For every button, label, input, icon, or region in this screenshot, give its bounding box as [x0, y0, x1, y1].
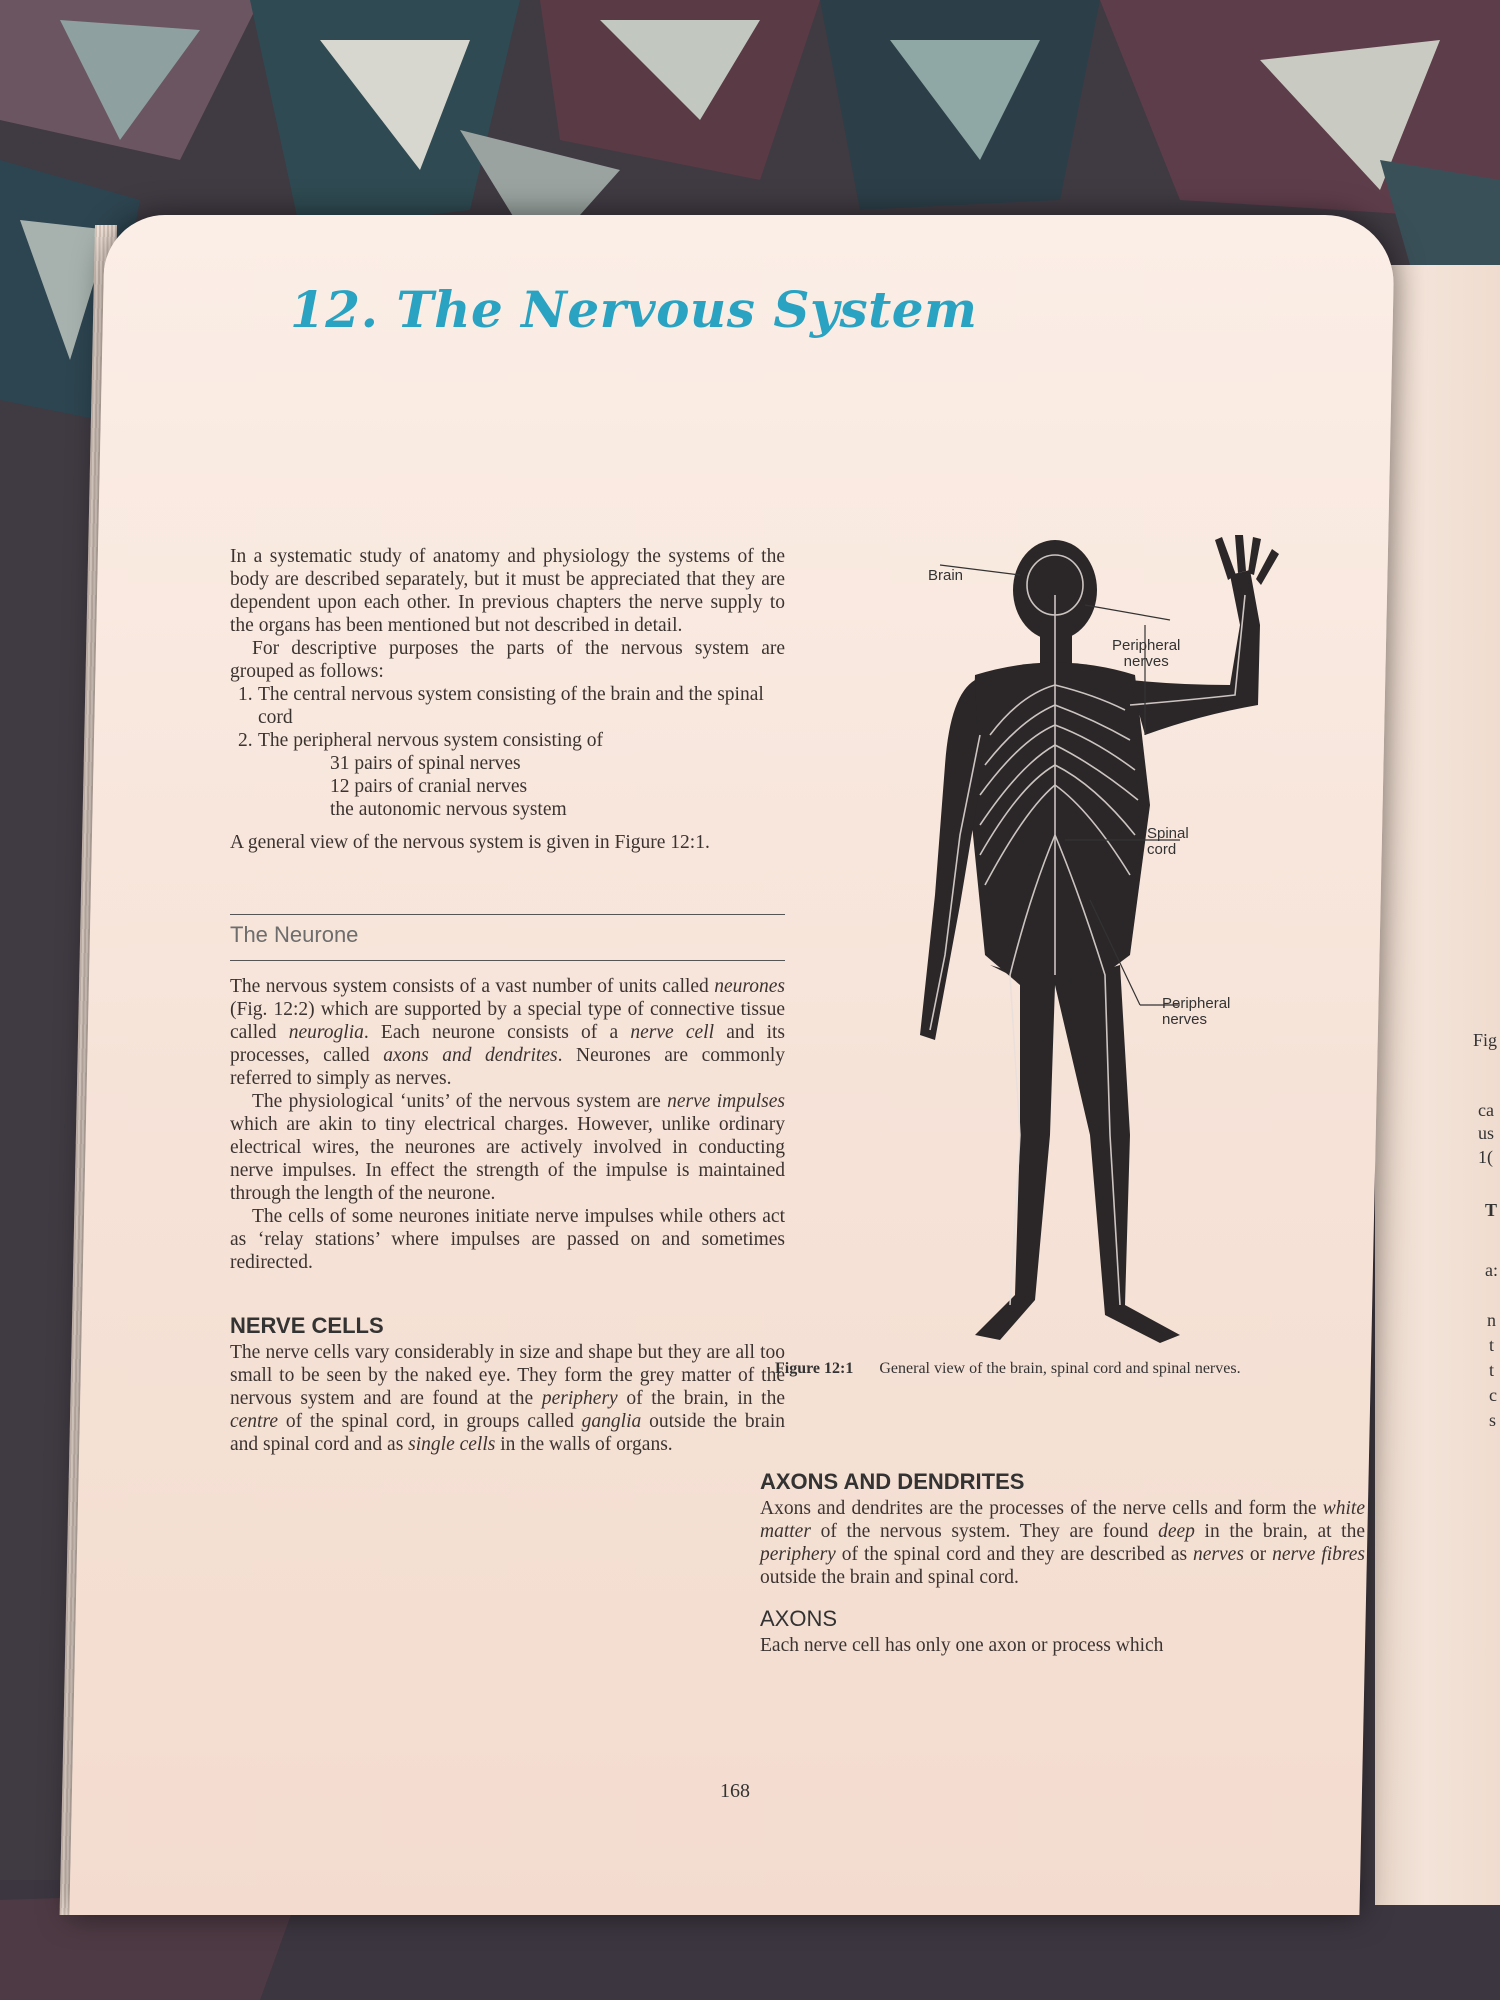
label-line: Peripheral: [1112, 637, 1181, 654]
intro-paragraph: In a systematic study of anatomy and physiology the systems of the body are described separately, but it must be appreciated that they are dependent upon each other. In previous chapters the nerve supply to the organs has been mentioned but not described in detail.: [230, 546, 785, 636]
peripheral-sublist: [258, 752, 785, 821]
label-line: nerves: [1123, 653, 1169, 670]
intro-paragraph: For descriptive purposes the parts of the nervous system are grouped as follows:: [230, 638, 785, 682]
nerve-cells-section: [230, 1314, 785, 1456]
section-heading-axons-dendrites: AXONS AND DENDRITES: [760, 1469, 1025, 1494]
label-line: nerves: [1162, 1011, 1208, 1028]
neurone-paragraph: The nervous system consists of a vast number of units called neurones (Fig. 12:2) which are supported by a special type of connective tissue called neuroglia. Each neurone consists of a nerve cell and its processes, called axons and dendrites. Neurones are commonly referred to simply as nerves.: [230, 976, 785, 1089]
list-item: [230, 683, 785, 729]
label-line: cord: [1147, 841, 1177, 858]
facing-page-fragment: s: [1489, 1410, 1497, 1430]
neurone-paragraph: The cells of some neurones initiate nerve impulses while others act as ‘relay stations’ where impulses are passed on and sometimes redirected.: [230, 1206, 785, 1273]
caption-text: General view of the brain, spinal cord and spinal nerves.: [879, 1360, 1241, 1377]
list-number: 2.: [238, 730, 253, 751]
section-heading-neurone: The Neurone: [230, 914, 785, 961]
list-text: The central nervous system consisting of the brain and the spinal cord: [258, 684, 764, 728]
facing-page-fragment: ca: [1478, 1100, 1494, 1120]
facing-page-fragment: t: [1489, 1360, 1495, 1380]
label-line: Spinal: [1147, 825, 1189, 842]
list-number: 1.: [238, 684, 253, 705]
page-number: 168: [720, 1780, 750, 1802]
figure-reference-paragraph: A general view of the nervous system is given in Figure 12:1.: [230, 832, 710, 853]
sublist-item: 12 pairs of cranial nerves: [330, 776, 528, 797]
facing-page-fragment: t: [1489, 1335, 1495, 1355]
facing-page-fragment: Fig: [1473, 1030, 1498, 1050]
axons-paragraph: Each nerve cell has only one axon or process which: [760, 1635, 1164, 1656]
nervous-system-figure: [880, 535, 1340, 1365]
nerve-cells-paragraph: The nerve cells vary considerably in size and shape but they are all too small to be seen by the naked eye. They form the grey matter of the nervous system and are found at the periphery of the brain, in the centre of the spinal cord, in groups called ganglia outside the brain and spinal cord and as single cells in the walls of organs.: [230, 1342, 785, 1455]
facing-page-fragment: us: [1478, 1123, 1495, 1143]
facing-page-fragment: n: [1487, 1310, 1496, 1330]
label-spinal-cord: [1147, 826, 1189, 858]
facing-page-fragment: a:: [1485, 1260, 1498, 1280]
neurone-paragraph: The physiological ‘units’ of the nervous system are nerve impulses which are akin to tiny electrical charges. However, unlike ordinary electrical wires, the neurones are actively involved in conducting nerve impulses. In effect the strength of the impulse is maintained through the length of the neurone.: [230, 1091, 785, 1204]
label-peripheral-nerves-lower: [1162, 996, 1230, 1028]
list-text: The peripheral nervous system consisting of: [258, 730, 603, 751]
axons-dendrites-paragraph: Axons and dendrites are the processes of the nerve cells and form the white matter of the nervous system. They are found deep in the brain, at the periphery of the spinal cord and they are described as nerves or nerve fibres outside the brain and spinal cord.: [760, 1498, 1366, 1588]
facing-page-fragment: T: [1485, 1200, 1498, 1220]
list-item: [230, 729, 785, 821]
label-line: Peripheral: [1162, 995, 1231, 1012]
left-column: [230, 545, 785, 1456]
section-heading-axons: AXONS: [760, 1606, 838, 1631]
label-brain: Brain: [928, 567, 964, 584]
section-heading-nerve-cells: NERVE CELLS: [230, 1313, 384, 1338]
label-peripheral-nerves-upper: [1112, 638, 1180, 670]
caption-number: Figure 12:1: [775, 1360, 854, 1377]
system-parts-list: [230, 683, 785, 821]
sublist-item: 31 pairs of spinal nerves: [330, 753, 521, 774]
chapter-title: 12. The Nervous System: [290, 280, 978, 339]
human-silhouette: [920, 535, 1279, 1343]
figure-caption: [775, 1360, 1385, 1378]
facing-page-fragment: 1(: [1478, 1147, 1493, 1167]
right-column: [760, 1470, 1365, 1657]
sublist-item: the autonomic nervous system: [330, 799, 567, 820]
facing-page-fragment: c: [1489, 1385, 1497, 1405]
